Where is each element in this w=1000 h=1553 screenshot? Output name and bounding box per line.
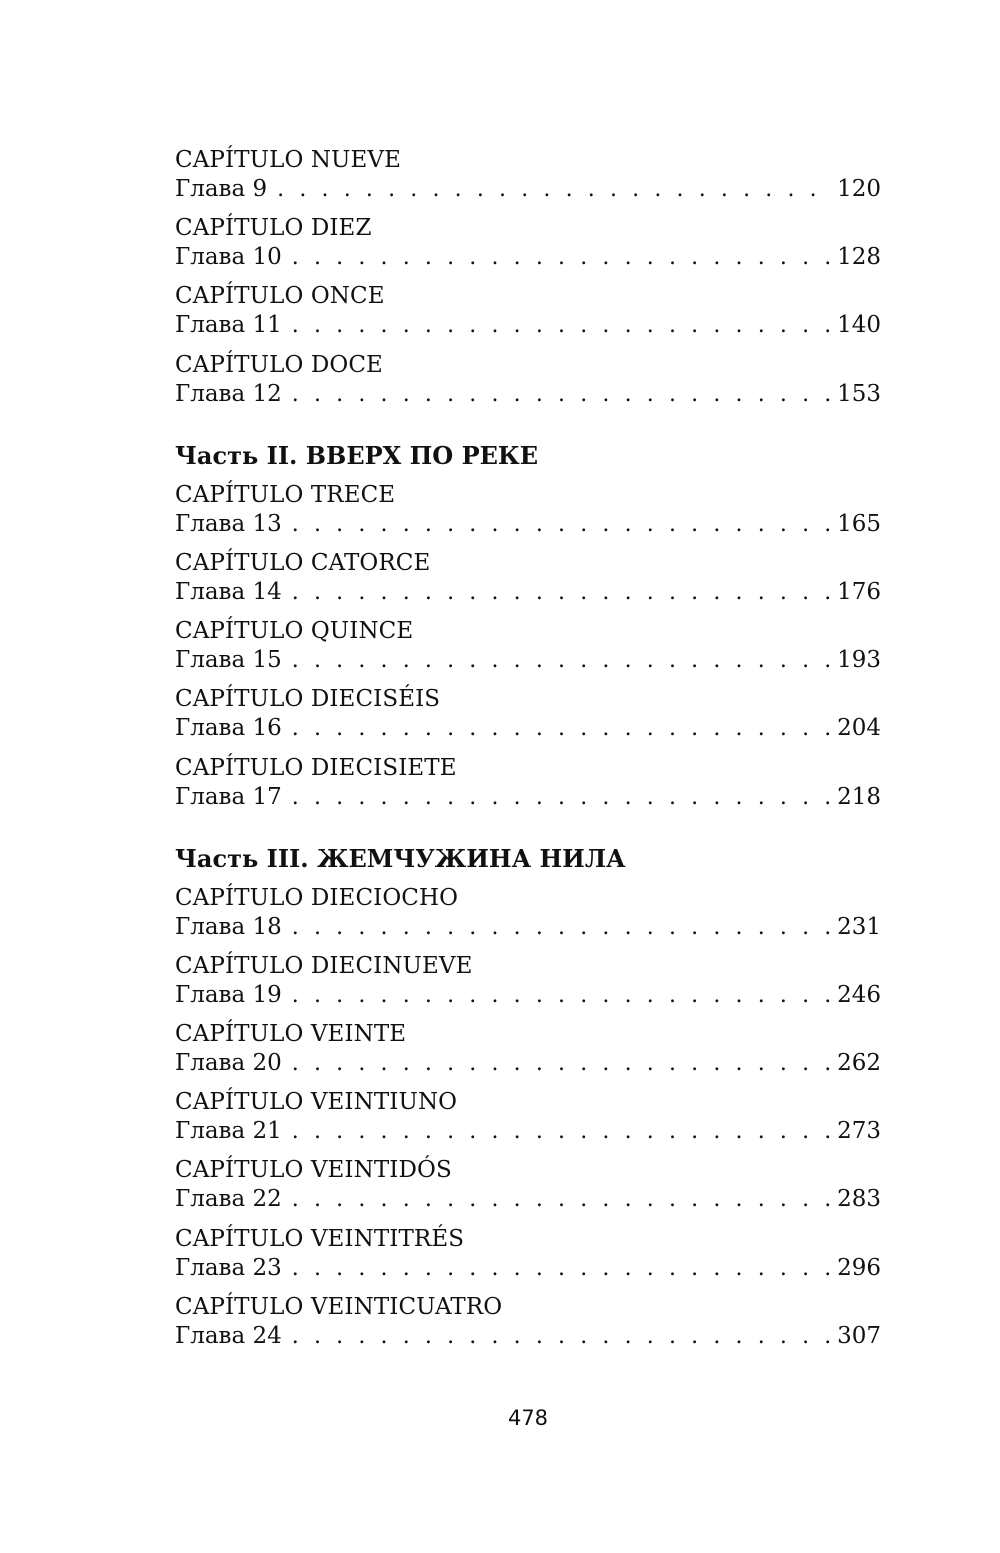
- toc-entry: [175, 685, 881, 753]
- dot-leader: [292, 1117, 831, 1147]
- page-number: 204: [837, 715, 881, 742]
- page-number: 283: [837, 1186, 881, 1213]
- chapter-name: Глава 21: [175, 1118, 282, 1145]
- toc-entry: [175, 884, 881, 952]
- dot-leader: [292, 981, 831, 1011]
- chapter-name: Глава 14: [175, 578, 282, 605]
- dot-leader: [292, 311, 831, 341]
- chapter-title: CAPÍTULO DIECISÉIS: [175, 686, 441, 713]
- dot-leader: [292, 380, 831, 410]
- chapter-line: [175, 1116, 881, 1146]
- toc-entry: [175, 146, 881, 214]
- chapter-name: Глава 17: [175, 783, 282, 810]
- dot-leader: [292, 1254, 831, 1284]
- dot-leader: [292, 578, 831, 608]
- chapter-title: CAPÍTULO DIECIOCHO: [175, 884, 459, 911]
- chapter-line: [175, 310, 881, 340]
- toc-entry: [175, 1225, 881, 1293]
- chapter-title: CAPÍTULO VEINTE: [175, 1021, 407, 1048]
- part-heading: Часть III. ЖЕМЧУЖИНА НИЛА: [175, 843, 626, 873]
- chapter-title: CAPÍTULO TRECE: [175, 481, 396, 508]
- dot-leader: [277, 175, 831, 205]
- page-folio: 478: [507, 1406, 549, 1430]
- page-number: 262: [837, 1050, 881, 1077]
- page-number: 273: [837, 1118, 881, 1145]
- toc-section: [175, 146, 881, 419]
- chapter-name: Глава 24: [175, 1322, 282, 1349]
- dot-leader: [292, 714, 831, 744]
- chapter-title: CAPÍTULO VEINTIUNO: [175, 1089, 458, 1116]
- chapter-line: [175, 912, 881, 942]
- chapter-title: CAPÍTULO ONCE: [175, 283, 385, 310]
- page-number: 165: [837, 510, 881, 537]
- dot-leader: [292, 510, 831, 540]
- chapter-line: [175, 1048, 881, 1078]
- dot-leader: [292, 783, 831, 813]
- chapter-line: [175, 980, 881, 1010]
- page-number: 193: [837, 647, 881, 674]
- chapter-line: [175, 1253, 881, 1283]
- page-number: 176: [837, 578, 881, 605]
- part-heading: Часть II. ВВЕРХ ПО РЕКЕ: [175, 440, 539, 470]
- toc-entry: [175, 481, 881, 549]
- page-number: 231: [837, 913, 881, 940]
- toc-entry: [175, 549, 881, 617]
- chapter-line: [175, 645, 881, 675]
- toc-entry: [175, 1020, 881, 1088]
- dot-leader: [292, 1185, 831, 1215]
- page-number: 153: [837, 380, 881, 407]
- page-number: 307: [837, 1322, 881, 1349]
- toc-entry: [175, 1088, 881, 1156]
- chapter-name: Глава 12: [175, 380, 282, 407]
- page-number: 218: [837, 783, 881, 810]
- toc-entry: [175, 351, 881, 419]
- toc-section: [175, 822, 881, 1361]
- dot-leader: [292, 646, 831, 676]
- chapter-name: Глава 23: [175, 1254, 282, 1281]
- chapter-name: Глава 16: [175, 715, 282, 742]
- chapter-line: [175, 174, 881, 204]
- page-number: 140: [837, 312, 881, 339]
- chapter-title: CAPÍTULO QUINCE: [175, 618, 414, 645]
- chapter-title: CAPÍTULO DIEZ: [175, 215, 372, 242]
- toc-entry: [175, 754, 881, 822]
- chapter-name: Глава 13: [175, 510, 282, 537]
- toc-entry: [175, 617, 881, 685]
- chapter-title: CAPÍTULO NUEVE: [175, 147, 402, 173]
- table-of-contents: [175, 146, 881, 1361]
- page-number: 296: [837, 1254, 881, 1281]
- chapter-name: Глава 15: [175, 647, 282, 674]
- chapter-line: [175, 713, 881, 743]
- page-number: 128: [837, 244, 881, 271]
- dot-leader: [292, 1322, 831, 1352]
- chapter-title: CAPÍTULO DOCE: [175, 351, 383, 378]
- chapter-line: [175, 509, 881, 539]
- page-number: 120: [837, 176, 881, 202]
- chapter-title: CAPÍTULO VEINTICUATRO: [175, 1293, 503, 1320]
- chapter-name: Глава 9: [175, 176, 268, 202]
- chapter-title: CAPÍTULO DIECINUEVE: [175, 952, 473, 979]
- toc-entry: [175, 1156, 881, 1224]
- toc-section: [175, 419, 881, 822]
- chapter-name: Глава 22: [175, 1186, 282, 1213]
- chapter-name: Глава 19: [175, 981, 282, 1008]
- chapter-line: [175, 577, 881, 607]
- chapter-name: Глава 10: [175, 244, 282, 271]
- toc-entry: [175, 1293, 881, 1361]
- toc-entry: [175, 952, 881, 1020]
- dot-leader: [292, 1049, 831, 1079]
- chapter-title: CAPÍTULO CATORCE: [175, 549, 431, 576]
- chapter-title: CAPÍTULO VEINTIDÓS: [175, 1157, 452, 1184]
- dot-leader: [292, 243, 831, 273]
- chapter-name: Глава 11: [175, 312, 282, 339]
- chapter-line: [175, 242, 881, 272]
- toc-entry: [175, 282, 881, 350]
- dot-leader: [292, 913, 831, 943]
- page-number: 246: [837, 981, 881, 1008]
- chapter-name: Глава 18: [175, 913, 282, 940]
- toc-entry: [175, 214, 881, 282]
- chapter-line: [175, 1321, 881, 1351]
- chapter-title: CAPÍTULO VEINTITRÉS: [175, 1225, 465, 1252]
- chapter-line: [175, 782, 881, 812]
- chapter-title: CAPÍTULO DIECISIETE: [175, 754, 457, 781]
- chapter-name: Глава 20: [175, 1050, 282, 1077]
- chapter-line: [175, 1184, 881, 1214]
- chapter-line: [175, 379, 881, 409]
